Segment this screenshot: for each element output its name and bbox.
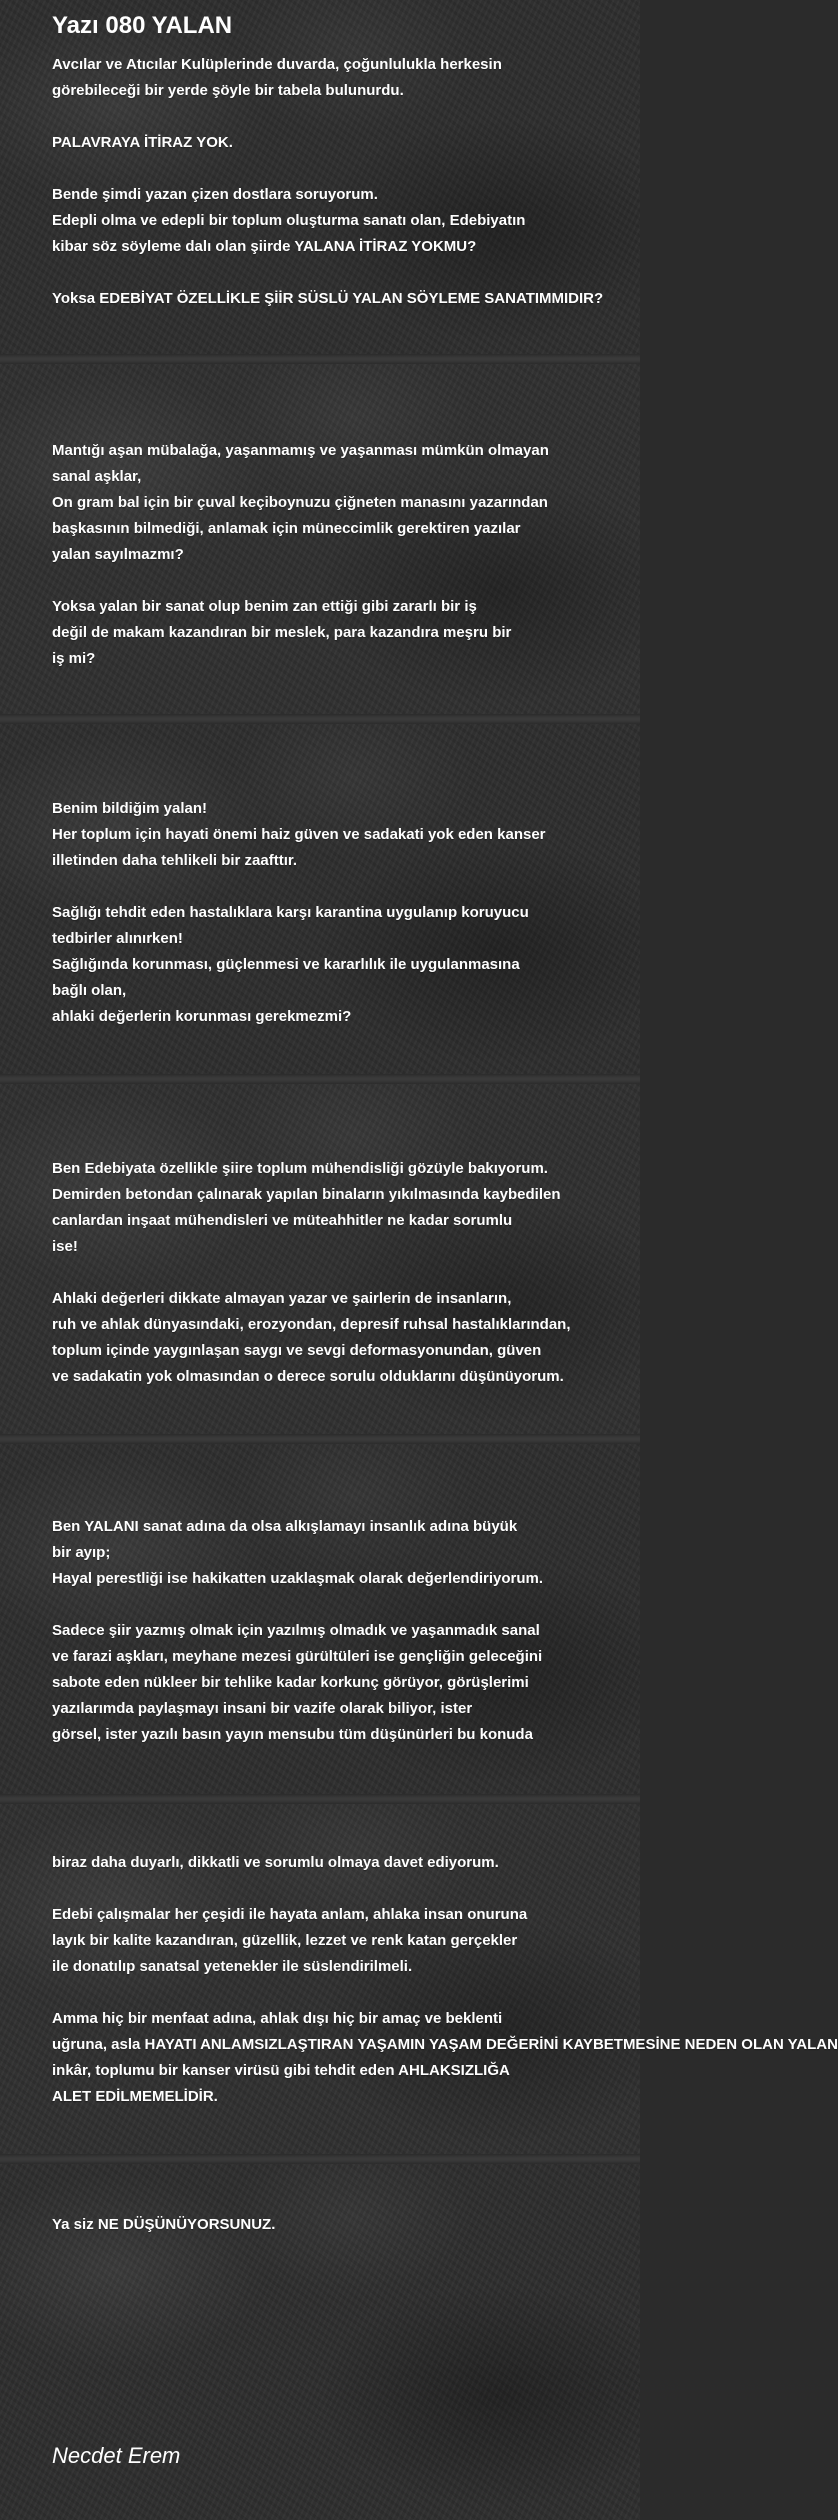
author-signature: Necdet Erem	[52, 2443, 181, 2468]
text-panel-1	[0, 0, 640, 354]
text-line: inkâr, toplumu bir kanser virüsü gibi tehdit eden AHLAKSIZLIĞA	[52, 2062, 510, 2079]
text-line: sanal aşklar,	[52, 468, 142, 485]
text-line: layık bir kalite kazandıran, güzellik, lezzet ve renk katan gerçekler	[52, 1932, 518, 1949]
blank-line	[52, 1260, 640, 1286]
text-line: Sağlığı tehdit eden hastalıklara karşı karantina uygulanıp koruyucu	[52, 904, 529, 921]
text-line: Sağlığında korunması, güçlenmesi ve kararlılık ile uygulanmasına	[52, 956, 520, 973]
text-line: sabote eden nükleer bir tehlike kadar korkunç görüyor, görüşlerimi	[52, 1674, 529, 1691]
text-line: uğruna, asla HAYATI ANLAMSIZLAŞTIRAN YAŞAMIN YAŞAM DEĞERİNİ KAYBETMESİNE NEDEN OLAN YALAN	[52, 2036, 838, 2053]
text-panel-4	[0, 1084, 640, 1434]
text-panel-7	[0, 2164, 640, 2520]
text-line: ile donatılıp sanatsal yetenekler ile süslendirilmeli.	[52, 1958, 413, 1975]
text-line: Yoksa EDEBİYAT ÖZELLİKLE ŞİİR SÜSLÜ YALAN SÖYLEME SANATIMMIDIR?	[52, 290, 604, 307]
text-line: ruh ve ahlak dünyasındaki, erozyondan, depresif ruhsal hastalıklarından,	[52, 1316, 571, 1333]
text-panel-5	[0, 1444, 640, 1794]
panel-text-2	[52, 438, 640, 672]
text-line: canlardan inşaat mühendisleri ve müteahhitler ne kadar sorumlu	[52, 1212, 513, 1229]
blank-line	[52, 260, 640, 286]
page-title: Yazı 080 YALAN	[52, 12, 233, 39]
text-line: Edebi çalışmalar her çeşidi ile hayata anlam, ahlaka insan onuruna	[52, 1906, 528, 1923]
text-panel-3	[0, 724, 640, 1074]
panel-divider	[0, 2154, 640, 2164]
text-line: Amma hiç bir menfaat adına, ahlak dışı hiç bir amaç ve beklenti	[52, 2010, 503, 2027]
text-line: görebileceği bir yerde şöyle bir tabela bulunurdu.	[52, 82, 404, 99]
text-line: Bende şimdi yazan çizen dostlara soruyorum.	[52, 186, 378, 203]
text-line: Demirden betondan çalınarak yapılan binaların yıkılmasında kaybedilen	[52, 1186, 561, 1203]
panel-divider	[0, 1074, 640, 1084]
text-line: Ahlaki değerleri dikkate almayan yazar ve şairlerin de insanların,	[52, 1290, 512, 1307]
text-line: Yoksa yalan bir sanat olup benim zan ettiği gibi zararlı bir iş	[52, 598, 477, 615]
text-line: PALAVRAYA İTİRAZ YOK.	[52, 134, 233, 151]
text-line: yazılarımda paylaşmayı insani bir vazife olarak biliyor, ister	[52, 1700, 473, 1717]
text-line: başkasının bilmediği, anlamak için müneccimlik gerektiren yazılar	[52, 520, 521, 537]
panel-divider	[0, 1434, 640, 1444]
text-line: illetinden daha tehlikeli bir zaafttır.	[52, 852, 298, 869]
text-line: toplum içinde yaygınlaşan saygı ve sevgi deformasyonundan, güven	[52, 1342, 542, 1359]
text-line: Edepli olma ve edepli bir toplum oluşturma sanatı olan, Edebiyatın	[52, 212, 526, 229]
text-line: tedbirler alınırken!	[52, 930, 183, 947]
text-line: ahlaki değerlerin korunması gerekmezmi?	[52, 1008, 352, 1025]
text-line: görsel, ister yazılı basın yayın mensubu tüm düşünürleri bu konuda	[52, 1726, 533, 1743]
panel-text-6	[52, 1850, 838, 2110]
text-line: ALET EDİLMEMELİDİR.	[52, 2088, 218, 2105]
text-line: Benim bildiğim yalan!	[52, 800, 208, 817]
panel-divider	[0, 1794, 640, 1804]
text-line: bağlı olan,	[52, 982, 127, 999]
panel-text-7	[52, 2212, 640, 2238]
text-panel-6	[0, 1804, 838, 2154]
text-line: biraz daha duyarlı, dikkatli ve sorumlu olmaya davet ediyorum.	[52, 1854, 499, 1871]
blank-line	[52, 104, 640, 130]
text-line: Avcılar ve Atıcılar Kulüplerinde duvarda, çoğunlulukla herkesin	[52, 56, 502, 73]
text-line: yalan sayılmazmı?	[52, 546, 184, 563]
text-line: kibar söz söyleme dalı olan şiirde YALANA İTİRAZ YOKMU?	[52, 238, 477, 255]
text-line: Ben YALANI sanat adına da olsa alkışlamayı insanlık adına büyük	[52, 1518, 518, 1535]
text-line: iş mi?	[52, 650, 96, 667]
text-line: Hayal perestliği ise hakikatten uzaklaşmak olarak değerlendiriyorum.	[52, 1570, 544, 1587]
blank-line	[52, 1980, 640, 2006]
text-line: değil de makam kazandıran bir meslek, para kazandıra meşru bir	[52, 624, 512, 641]
text-line: ve sadakatin yok olmasından o derece sorulu olduklarını düşünüyorum.	[52, 1368, 564, 1385]
text-line: ve farazi aşkları, meyhane mezesi gürültüleri ise gençliğin geleceğini	[52, 1648, 543, 1665]
text-line: Ben Edebiyata özellikle şiire toplum mühendisliği gözüyle bakıyorum.	[52, 1160, 548, 1177]
panel-text-4	[52, 1156, 640, 1390]
panel-text-3	[52, 796, 640, 1030]
text-line: Her toplum için hayati önemi haiz güven ve sadakati yok eden kanser	[52, 826, 546, 843]
text-line: Ya siz NE DÜŞÜNÜYORSUNUZ.	[52, 2216, 276, 2233]
text-line: On gram bal için bir çuval keçiboynuzu çiğneten manasını yazarından	[52, 494, 548, 511]
text-panel-2	[0, 364, 640, 714]
panel-text-5	[52, 1514, 640, 1748]
panel-divider	[0, 714, 640, 724]
blank-line	[52, 1592, 640, 1618]
blank-line	[52, 1876, 640, 1902]
panel-text-1	[52, 52, 640, 312]
blank-line	[52, 568, 640, 594]
text-line: Sadece şiir yazmış olmak için yazılmış olmadık ve yaşanmadık sanal	[52, 1622, 540, 1639]
text-line: bir ayıp;	[52, 1544, 111, 1561]
panel-divider	[0, 354, 640, 364]
blank-line	[52, 156, 640, 182]
text-line: Mantığı aşan mübalağa, yaşanmamış ve yaşanması mümkün olmayan	[52, 442, 549, 459]
blank-line	[52, 874, 640, 900]
text-line: ise!	[52, 1238, 78, 1255]
